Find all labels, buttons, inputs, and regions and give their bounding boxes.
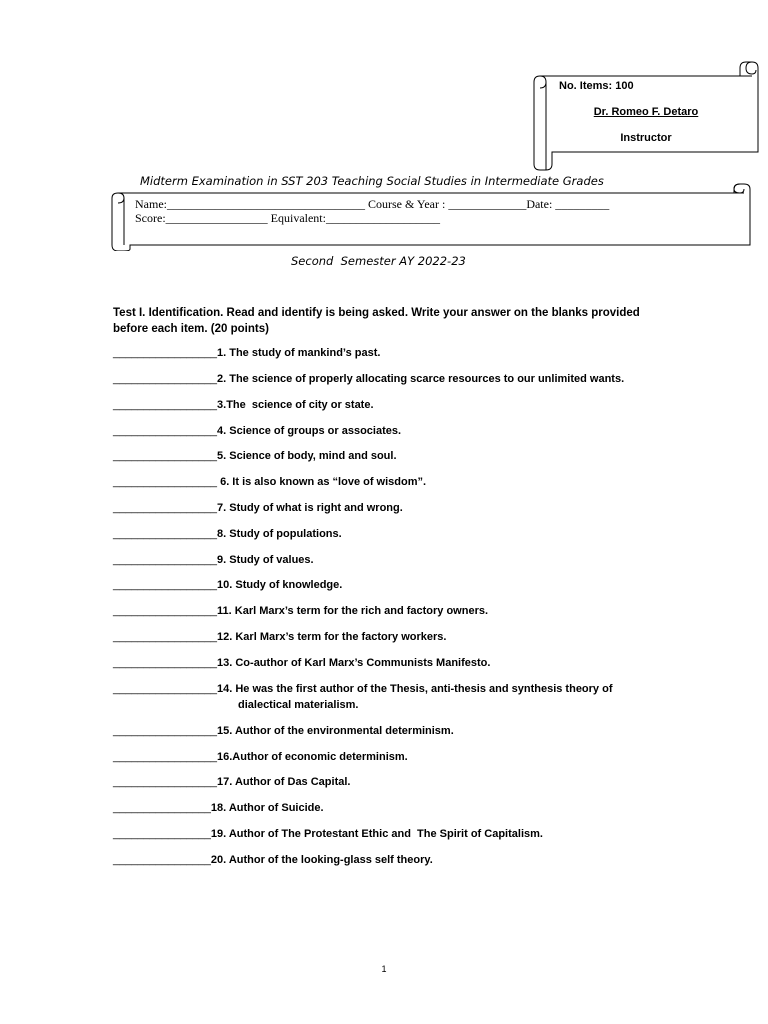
question-text: 9. Study of values. [217,554,314,566]
items-count: No. Items: 100 [559,80,634,92]
question-item [113,528,342,540]
answer-blank: _________________ [113,579,218,591]
question-text: 17. Author of Das Capital. [217,776,351,788]
question-text: 15. Author of the environmental determinism. [217,725,454,737]
answer-blank: _________________ [113,502,218,514]
question-item [113,828,543,840]
question-text: 12. Karl Marx’s term for the factory workers. [217,631,447,643]
answer-blank: _________________ [113,683,218,695]
answer-blank: _________________ [113,554,218,566]
question-text: 10. Study of knowledge. [217,579,343,591]
answer-blank: _________________ [113,528,218,540]
answer-blank: _________________ [113,450,218,462]
question-text: 3.The science of city or state. [217,399,374,411]
question-item [113,425,401,437]
question-item [113,725,454,737]
question-text: 4. Science of groups or associates. [217,425,402,437]
answer-blank: ________________ [113,802,211,814]
instructor-name: Dr. Romeo F. Detaro [593,106,699,118]
answer-blank: ________________ [113,854,211,866]
question-item [113,399,374,411]
question-item [113,347,380,359]
name-course-date-fields: Name:_________________________________ Course & Year : _____________Date: _________ [135,197,610,211]
exam-title: Midterm Examination in SST 203 Teaching Social Studies in Intermediate Grades [140,174,604,188]
answer-blank: _________________ [113,605,218,617]
answer-blank: _________________ [113,657,218,669]
answer-blank: _________________ [113,347,218,359]
question-text: 16.Author of economic determinism. [217,751,408,763]
answer-blank: _________________ [113,776,218,788]
answer-blank: _________________ [113,476,218,488]
answer-blank: _________________ [113,399,218,411]
question-item [113,476,426,488]
question-text: 19. Author of The Protestant Ethic and The Spirit of Capitalism. [210,828,543,840]
question-item [113,554,314,566]
question-item [113,683,613,695]
instructor-scroll-box [528,60,764,172]
question-text: 18. Author of Suicide. [210,802,324,814]
question-item [113,854,433,866]
question-item [113,502,403,514]
score-equivalent-fields: Score:_________________ Equivalent:___________________ [135,211,440,225]
question-text: 1. The study of mankind’s past. [217,347,381,359]
question-text: 11. Karl Marx’s term for the rich and factory owners. [217,605,489,617]
question-text-continuation: dialectical materialism. [238,699,359,711]
semester-label: Second Semester AY 2022-23 [291,254,466,268]
question-item [113,631,446,643]
question-text: 13. Co-author of Karl Marx’s Communists Manifesto. [217,657,491,669]
question-text: 14. He was the first author of the Thesis, anti-thesis and synthesis theory of [217,683,613,695]
test-instructions: Test I. Identification. Read and identify is being asked. Write your answer on the blanks provided before each item. (20 points) [113,307,640,335]
question-text: 2. The science of properly allocating scarce resources to our unlimited wants. [217,373,625,385]
answer-blank: ________________ [113,828,211,840]
question-text: 7. Study of what is right and wrong. [217,502,403,514]
question-text: 20. Author of the looking-glass self theory. [210,854,433,866]
instructor-role: Instructor [620,132,672,144]
question-item [113,657,490,669]
question-item [113,373,624,385]
answer-blank: _________________ [113,751,218,763]
answer-blank: _________________ [113,373,218,385]
answer-blank: _________________ [113,725,218,737]
question-item [113,579,342,591]
question-item [113,776,350,788]
question-item [113,605,488,617]
answer-blank: _________________ [113,425,218,437]
answer-blank: _________________ [113,631,218,643]
question-item [113,802,324,814]
question-text: 5. Science of body, mind and soul. [217,450,397,462]
question-text: 6. It is also known as “love of wisdom”. [217,476,427,488]
question-item [113,450,397,462]
question-text: 8. Study of populations. [217,528,342,540]
page-number: 1 [381,964,387,974]
question-item [113,751,408,763]
